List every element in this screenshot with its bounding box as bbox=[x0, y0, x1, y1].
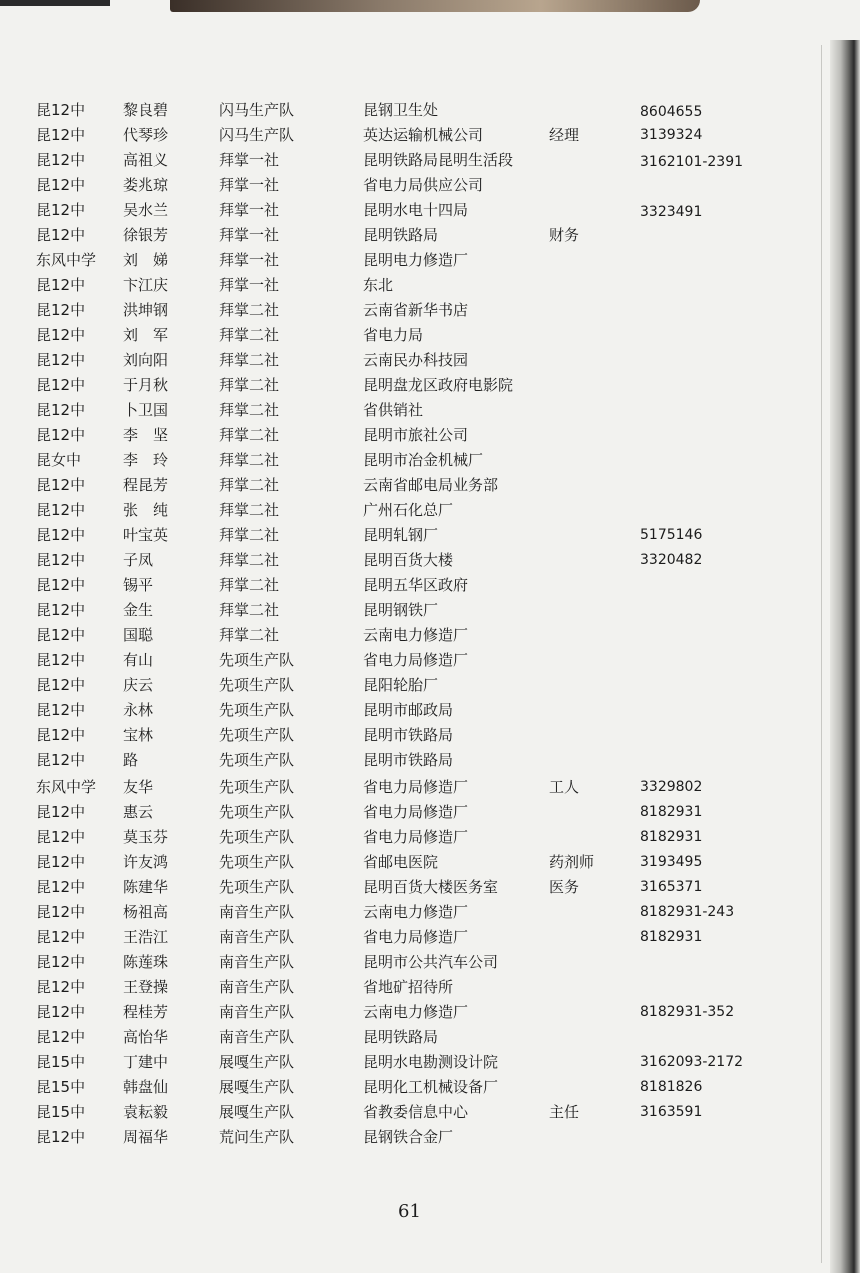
name-cell: 卞江庆 bbox=[123, 276, 169, 294]
unit-cell: 省电力局修造厂 bbox=[363, 778, 469, 796]
school-cell: 昆12中 bbox=[36, 1128, 86, 1146]
school-cell: 昆女中 bbox=[36, 451, 82, 469]
name-cell: 程昆芳 bbox=[123, 476, 169, 494]
unit-cell: 昆明百货大楼医务室 bbox=[363, 878, 499, 896]
team-cell: 先项生产队 bbox=[219, 828, 295, 846]
name-cell: 张 纯 bbox=[123, 501, 169, 519]
name-cell: 高怡华 bbox=[123, 1028, 169, 1046]
unit-cell: 省地矿招待所 bbox=[363, 978, 454, 996]
school-cell: 昆12中 bbox=[36, 301, 86, 319]
school-cell: 昆12中 bbox=[36, 376, 86, 394]
name-cell: 王浩江 bbox=[123, 928, 169, 946]
name-cell: 刘 娣 bbox=[123, 251, 169, 269]
unit-cell: 昆明市公共汽车公司 bbox=[363, 953, 499, 971]
team-cell: 拜掌一社 bbox=[219, 176, 280, 194]
school-cell: 昆12中 bbox=[36, 226, 86, 244]
name-cell: 代琴珍 bbox=[123, 126, 169, 144]
unit-cell: 昆明市铁路局 bbox=[363, 751, 454, 769]
unit-cell: 昆明铁路局 bbox=[363, 226, 439, 244]
unit-cell: 昆明铁路局昆明生活段 bbox=[363, 151, 514, 169]
phone-cell: 3165371 bbox=[640, 879, 703, 895]
name-cell: 黎良碧 bbox=[123, 101, 169, 119]
team-cell: 展嘎生产队 bbox=[219, 1078, 295, 1096]
unit-cell: 省电力局修造厂 bbox=[363, 651, 469, 669]
unit-cell: 省电力局 bbox=[363, 326, 424, 344]
phone-cell: 8181826 bbox=[640, 1079, 703, 1095]
team-cell: 先项生产队 bbox=[219, 803, 295, 821]
school-cell: 昆12中 bbox=[36, 126, 86, 144]
phone-cell: 8604655 bbox=[640, 104, 703, 120]
school-cell: 昆12中 bbox=[36, 201, 86, 219]
phone-cell: 3139324 bbox=[640, 127, 703, 143]
school-cell: 昆12中 bbox=[36, 276, 86, 294]
phone-cell: 3193495 bbox=[640, 854, 703, 870]
team-cell: 南音生产队 bbox=[219, 928, 295, 946]
phone-cell: 3329802 bbox=[640, 779, 703, 795]
school-cell: 昆12中 bbox=[36, 651, 86, 669]
unit-cell: 昆明市旅社公司 bbox=[363, 426, 469, 444]
unit-cell: 昆明百货大楼 bbox=[363, 551, 454, 569]
name-cell: 袁耘毅 bbox=[123, 1103, 169, 1121]
team-cell: 闪马生产队 bbox=[219, 101, 295, 119]
title-cell: 药剂师 bbox=[549, 853, 595, 871]
team-cell: 展嘎生产队 bbox=[219, 1053, 295, 1071]
school-cell: 昆12中 bbox=[36, 351, 86, 369]
team-cell: 拜掌二社 bbox=[219, 351, 280, 369]
team-cell: 拜掌二社 bbox=[219, 526, 280, 544]
name-cell: 洪坤钢 bbox=[123, 301, 169, 319]
unit-cell: 昆明铁路局 bbox=[363, 1028, 439, 1046]
school-cell: 东风中学 bbox=[36, 778, 97, 796]
unit-cell: 昆明电力修造厂 bbox=[363, 251, 469, 269]
school-cell: 昆12中 bbox=[36, 526, 86, 544]
name-cell: 娄兆琼 bbox=[123, 176, 169, 194]
unit-cell: 昆明水电十四局 bbox=[363, 201, 469, 219]
unit-cell: 省电力局修造厂 bbox=[363, 803, 469, 821]
team-cell: 拜掌二社 bbox=[219, 501, 280, 519]
unit-cell: 云南民办科技园 bbox=[363, 351, 469, 369]
team-cell: 展嘎生产队 bbox=[219, 1103, 295, 1121]
name-cell: 金生 bbox=[123, 601, 154, 619]
school-cell: 昆12中 bbox=[36, 878, 86, 896]
team-cell: 南音生产队 bbox=[219, 1028, 295, 1046]
phone-cell: 3163591 bbox=[640, 1104, 703, 1120]
school-cell: 昆15中 bbox=[36, 1053, 86, 1071]
unit-cell: 省电力局供应公司 bbox=[363, 176, 484, 194]
school-cell: 昆12中 bbox=[36, 953, 86, 971]
phone-cell: 3323491 bbox=[640, 204, 703, 220]
title-cell: 经理 bbox=[549, 126, 580, 144]
unit-cell: 昆钢铁合金厂 bbox=[363, 1128, 454, 1146]
school-cell: 东风中学 bbox=[36, 251, 97, 269]
name-cell: 惠云 bbox=[123, 803, 154, 821]
team-cell: 南音生产队 bbox=[219, 903, 295, 921]
unit-cell: 东北 bbox=[363, 276, 394, 294]
school-cell: 昆12中 bbox=[36, 601, 86, 619]
team-cell: 拜掌二社 bbox=[219, 476, 280, 494]
name-cell: 卜卫国 bbox=[123, 401, 169, 419]
phone-cell: 8182931-352 bbox=[640, 1004, 735, 1020]
unit-cell: 云南省邮电局业务部 bbox=[363, 476, 499, 494]
name-cell: 李 玲 bbox=[123, 451, 169, 469]
phone-cell: 5175146 bbox=[640, 527, 703, 543]
page-number: 61 bbox=[398, 1201, 421, 1222]
name-cell: 宝林 bbox=[123, 726, 154, 744]
school-cell: 昆12中 bbox=[36, 828, 86, 846]
name-cell: 吴水兰 bbox=[123, 201, 169, 219]
phone-cell: 8182931 bbox=[640, 804, 703, 820]
name-cell: 程桂芳 bbox=[123, 1003, 169, 1021]
school-cell: 昆12中 bbox=[36, 326, 86, 344]
school-cell: 昆12中 bbox=[36, 1003, 86, 1021]
team-cell: 拜掌一社 bbox=[219, 226, 280, 244]
unit-cell: 广州石化总厂 bbox=[363, 501, 454, 519]
name-cell: 锡平 bbox=[123, 576, 154, 594]
book-spine bbox=[830, 40, 860, 1273]
unit-cell: 昆明盘龙区政府电影院 bbox=[363, 376, 514, 394]
team-cell: 先项生产队 bbox=[219, 878, 295, 896]
school-cell: 昆12中 bbox=[36, 676, 86, 694]
name-cell: 子凤 bbox=[123, 551, 154, 569]
name-cell: 李 坚 bbox=[123, 426, 169, 444]
unit-cell: 云南电力修造厂 bbox=[363, 626, 469, 644]
team-cell: 先项生产队 bbox=[219, 853, 295, 871]
page-edge-line bbox=[821, 45, 822, 1263]
school-cell: 昆12中 bbox=[36, 751, 86, 769]
unit-cell: 昆阳轮胎厂 bbox=[363, 676, 439, 694]
school-cell: 昆12中 bbox=[36, 551, 86, 569]
team-cell: 拜掌二社 bbox=[219, 626, 280, 644]
unit-cell: 英达运输机械公司 bbox=[363, 126, 484, 144]
team-cell: 先项生产队 bbox=[219, 701, 295, 719]
team-cell: 拜掌一社 bbox=[219, 276, 280, 294]
name-cell: 于月秋 bbox=[123, 376, 169, 394]
name-cell: 许友鸿 bbox=[123, 853, 169, 871]
school-cell: 昆12中 bbox=[36, 903, 86, 921]
school-cell: 昆12中 bbox=[36, 576, 86, 594]
unit-cell: 省教委信息中心 bbox=[363, 1103, 469, 1121]
unit-cell: 省供销社 bbox=[363, 401, 424, 419]
name-cell: 叶宝英 bbox=[123, 526, 169, 544]
name-cell: 杨祖高 bbox=[123, 903, 169, 921]
team-cell: 先项生产队 bbox=[219, 778, 295, 796]
team-cell: 先项生产队 bbox=[219, 726, 295, 744]
school-cell: 昆12中 bbox=[36, 501, 86, 519]
team-cell: 拜掌二社 bbox=[219, 426, 280, 444]
school-cell: 昆12中 bbox=[36, 151, 86, 169]
name-cell: 徐银芳 bbox=[123, 226, 169, 244]
team-cell: 荒问生产队 bbox=[219, 1128, 295, 1146]
title-cell: 主任 bbox=[549, 1103, 580, 1121]
school-cell: 昆15中 bbox=[36, 1078, 86, 1096]
school-cell: 昆12中 bbox=[36, 1028, 86, 1046]
name-cell: 陈建华 bbox=[123, 878, 169, 896]
school-cell: 昆12中 bbox=[36, 176, 86, 194]
team-cell: 拜掌二社 bbox=[219, 451, 280, 469]
team-cell: 拜掌一社 bbox=[219, 151, 280, 169]
team-cell: 拜掌二社 bbox=[219, 576, 280, 594]
unit-cell: 昆明钢铁厂 bbox=[363, 601, 439, 619]
phone-cell: 8182931-243 bbox=[640, 904, 735, 920]
name-cell: 韩盘仙 bbox=[123, 1078, 169, 1096]
unit-cell: 昆明水电勘测设计院 bbox=[363, 1053, 499, 1071]
team-cell: 先项生产队 bbox=[219, 676, 295, 694]
school-cell: 昆12中 bbox=[36, 701, 86, 719]
name-cell: 丁建中 bbox=[123, 1053, 169, 1071]
team-cell: 拜掌一社 bbox=[219, 251, 280, 269]
unit-cell: 昆明市冶金机械厂 bbox=[363, 451, 484, 469]
name-cell: 莫玉芬 bbox=[123, 828, 169, 846]
team-cell: 先项生产队 bbox=[219, 751, 295, 769]
school-cell: 昆12中 bbox=[36, 476, 86, 494]
name-cell: 陈莲珠 bbox=[123, 953, 169, 971]
team-cell: 拜掌二社 bbox=[219, 301, 280, 319]
phone-cell: 8182931 bbox=[640, 829, 703, 845]
phone-cell: 3320482 bbox=[640, 552, 703, 568]
phone-cell: 8182931 bbox=[640, 929, 703, 945]
title-cell: 医务 bbox=[549, 878, 580, 896]
team-cell: 拜掌二社 bbox=[219, 551, 280, 569]
name-cell: 路 bbox=[123, 751, 139, 769]
phone-cell: 3162101-2391 bbox=[640, 154, 744, 170]
title-cell: 工人 bbox=[549, 778, 580, 796]
school-cell: 昆12中 bbox=[36, 803, 86, 821]
unit-cell: 昆明市铁路局 bbox=[363, 726, 454, 744]
team-cell: 拜掌二社 bbox=[219, 401, 280, 419]
name-cell: 有山 bbox=[123, 651, 154, 669]
school-cell: 昆12中 bbox=[36, 928, 86, 946]
team-cell: 拜掌一社 bbox=[219, 201, 280, 219]
team-cell: 南音生产队 bbox=[219, 953, 295, 971]
name-cell: 刘向阳 bbox=[123, 351, 169, 369]
school-cell: 昆12中 bbox=[36, 726, 86, 744]
school-cell: 昆12中 bbox=[36, 853, 86, 871]
title-cell: 财务 bbox=[549, 226, 580, 244]
team-cell: 南音生产队 bbox=[219, 978, 295, 996]
unit-cell: 云南省新华书店 bbox=[363, 301, 469, 319]
team-cell: 南音生产队 bbox=[219, 1003, 295, 1021]
school-cell: 昆12中 bbox=[36, 401, 86, 419]
top-photo-edge bbox=[170, 0, 700, 12]
school-cell: 昆12中 bbox=[36, 101, 86, 119]
team-cell: 拜掌二社 bbox=[219, 376, 280, 394]
school-cell: 昆12中 bbox=[36, 426, 86, 444]
name-cell: 周福华 bbox=[123, 1128, 169, 1146]
unit-cell: 省电力局修造厂 bbox=[363, 928, 469, 946]
unit-cell: 昆钢卫生处 bbox=[363, 101, 439, 119]
name-cell: 友华 bbox=[123, 778, 154, 796]
unit-cell: 云南电力修造厂 bbox=[363, 1003, 469, 1021]
unit-cell: 昆明市邮政局 bbox=[363, 701, 454, 719]
team-cell: 拜掌二社 bbox=[219, 601, 280, 619]
school-cell: 昆15中 bbox=[36, 1103, 86, 1121]
team-cell: 先项生产队 bbox=[219, 651, 295, 669]
school-cell: 昆12中 bbox=[36, 978, 86, 996]
unit-cell: 省邮电医院 bbox=[363, 853, 439, 871]
phone-cell: 3162093-2172 bbox=[640, 1054, 744, 1070]
unit-cell: 昆明五华区政府 bbox=[363, 576, 469, 594]
name-cell: 王登操 bbox=[123, 978, 169, 996]
name-cell: 永林 bbox=[123, 701, 154, 719]
team-cell: 闪马生产队 bbox=[219, 126, 295, 144]
team-cell: 拜掌二社 bbox=[219, 326, 280, 344]
school-cell: 昆12中 bbox=[36, 626, 86, 644]
unit-cell: 云南电力修造厂 bbox=[363, 903, 469, 921]
name-cell: 刘 军 bbox=[123, 326, 169, 344]
unit-cell: 昆明轧钢厂 bbox=[363, 526, 439, 544]
unit-cell: 省电力局修造厂 bbox=[363, 828, 469, 846]
name-cell: 庆云 bbox=[123, 676, 154, 694]
name-cell: 高祖义 bbox=[123, 151, 169, 169]
name-cell: 国聪 bbox=[123, 626, 154, 644]
top-edge-shadow bbox=[0, 0, 110, 6]
unit-cell: 昆明化工机械设备厂 bbox=[363, 1078, 499, 1096]
